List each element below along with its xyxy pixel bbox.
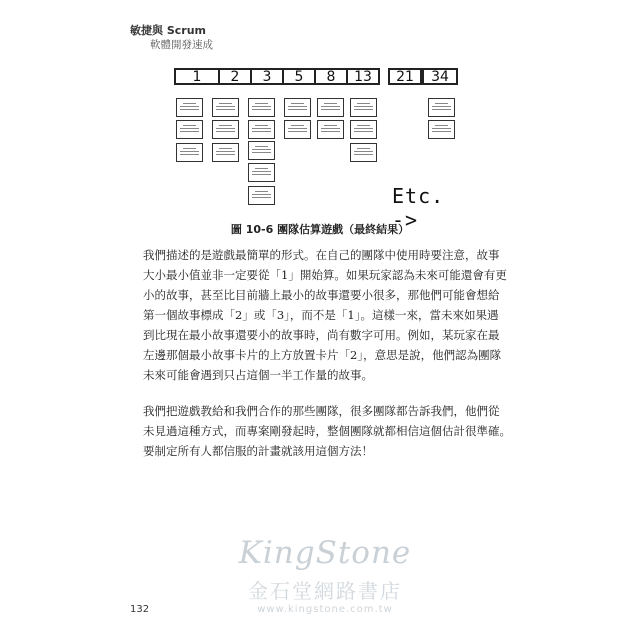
story-card <box>350 98 377 117</box>
story-card <box>176 98 203 117</box>
text-line: 未見過這種方式，而專案剛發起時，整個團隊就都相信這個估計很準確。 <box>143 424 511 438</box>
body-paragraph-2 <box>143 401 511 461</box>
watermark-logo: KingStone <box>238 535 412 571</box>
text-line: 到比現在最小故事還要小的故事時，尚有數字可用。例如，某玩家在最 <box>143 328 500 342</box>
watermark-url: www.kingstone.com.tw <box>257 604 393 615</box>
story-card <box>176 143 203 162</box>
text-line: 小的故事，甚至比目前牆上最小的故事還要小很多，那他們可能會想給 <box>143 288 500 302</box>
estimate-card-1: 1 <box>174 68 220 85</box>
story-card <box>248 163 275 182</box>
story-card <box>212 143 239 162</box>
text-line: 我們把遊戲教給和我們合作的那些團隊，很多團隊都告訴我們，他們從 <box>143 404 500 418</box>
story-card <box>317 98 344 117</box>
book-title: 敏捷與 Scrum <box>130 24 206 37</box>
story-card <box>212 98 239 117</box>
story-card <box>428 98 455 117</box>
story-card <box>248 141 275 160</box>
body-paragraph-1 <box>143 245 507 385</box>
page-number: 132 <box>130 604 150 615</box>
text-line: 左邊那個最小故事卡片的上方放置卡片「2」，意思是說，他們認為團隊 <box>143 348 502 362</box>
estimate-card-21: 21 <box>388 68 422 85</box>
story-card <box>428 120 455 139</box>
book-subtitle: 軟體開發速成 <box>150 39 213 52</box>
figure-caption: 圖 10-6 團隊估算遊戲（最終結果） <box>230 223 410 236</box>
text-line: 未來可能會遇到只占這個一半工作量的故事。 <box>143 368 373 382</box>
story-card <box>248 120 275 139</box>
story-card <box>212 120 239 139</box>
estimate-card-34: 34 <box>422 68 458 85</box>
estimate-card-5: 5 <box>282 68 316 85</box>
estimate-card-8: 8 <box>314 68 348 85</box>
running-header <box>130 24 213 52</box>
text-line: 要制定所有人都信服的計畫就該用這個方法！ <box>143 444 373 458</box>
story-card <box>248 98 275 117</box>
estimate-card-3: 3 <box>250 68 284 85</box>
estimate-card-2: 2 <box>218 68 252 85</box>
story-card <box>350 143 377 162</box>
story-card <box>284 98 311 117</box>
estimate-card-13: 13 <box>346 68 380 85</box>
etc-annotation: Etc. -> <box>392 184 445 232</box>
text-line: 大小最小值並非一定要從「1」開始算。如果玩家認為未來可能還會有更 <box>143 268 507 282</box>
story-card <box>317 120 344 139</box>
story-card <box>350 120 377 139</box>
story-card <box>176 120 203 139</box>
kingstone-watermark <box>230 535 420 615</box>
story-card <box>284 120 311 139</box>
text-line: 我們描述的是遊戲最簡單的形式。在自己的團隊中使用時要注意，故事 <box>143 248 500 262</box>
watermark-chinese: 金石堂網路書店 <box>248 579 402 603</box>
story-card <box>248 186 275 205</box>
text-line: 第一個故事標成「2」或「3」，而不是「1」。這樣一來，當未來如果遇 <box>143 308 499 322</box>
